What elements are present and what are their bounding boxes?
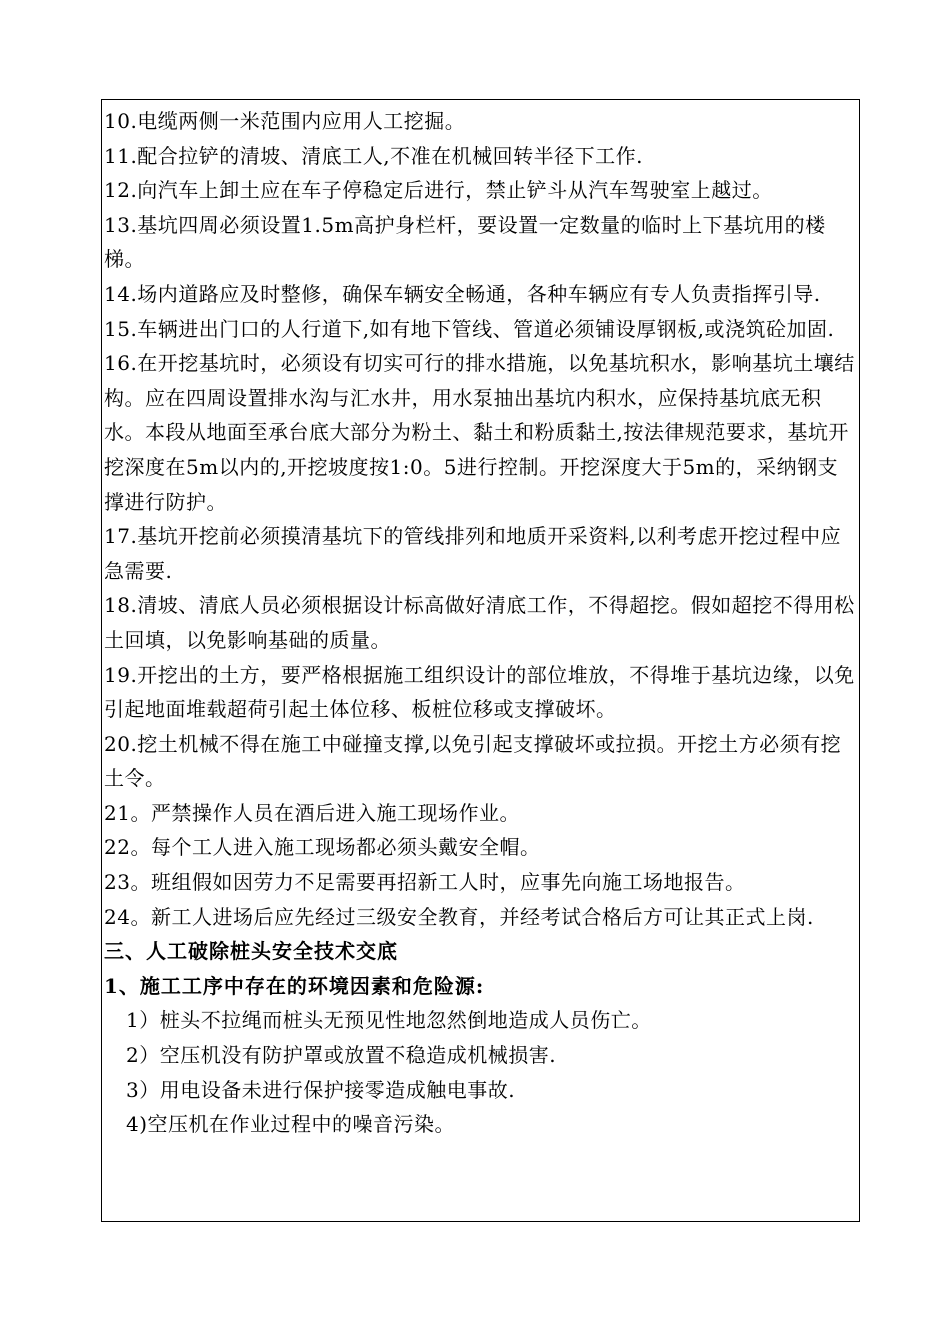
list-item-14: 14.场内道路应及时整修，确保车辆安全畅通，各种车辆应有专人负责指挥引导. xyxy=(104,281,821,306)
list-item-12: 12.向汽车上卸土应在车子停稳定后进行，禁止铲斗从汽车驾驶室上越过。 xyxy=(104,178,773,203)
list-item-11: 11.配合拉铲的清坡、清底工人,不准在机械回转半径下工作. xyxy=(104,143,644,168)
list-item-22: 22。每个工人进入施工现场都必须头戴安全帽。 xyxy=(104,835,541,860)
list-item-10: 10.电缆两侧一米范围内应用人工挖掘。 xyxy=(104,109,466,133)
list-item-19: 19.开挖出的土方，要严格根据施工组织设计的部位堆放，不得堆于基坑边缘，以免引起地面堆载超荷引起土体位移、板桩位移或支撑破坏。 xyxy=(104,662,855,722)
list-item-23: 23。班组假如因劳力不足需要再招新工人时，应事先向施工场地报告。 xyxy=(104,870,746,895)
list-item-13: 13.基坑四周必须设置1.5m高护身栏杆，要设置一定数量的临时上下基坑用的楼梯。 xyxy=(104,212,826,272)
list-item-21: 21。严禁操作人员在酒后进入施工现场作业。 xyxy=(104,800,520,825)
list-item-15: 15.车辆进出门口的人行道下,如有地下管线、管道必须铺设厚钢板,或浇筑砼加固. xyxy=(104,316,835,341)
hazard-item-4: 4)空压机在作业过程中的噪音污染。 xyxy=(126,1112,456,1137)
list-item-20: 20.挖土机械不得在施工中碰撞支撑,以免引起支撑破坏或拉损。开挖土方必须有挖土令。 xyxy=(104,731,842,791)
list-item-16: 16.在开挖基坑时，必须设有切实可行的排水措施，以免基坑积水，影响基坑土壤结构。应在四周设置排水沟与汇水井，用水泵抽出基坑内积水，应保持基坑底无积水。本段从地面至承台底大部分为粉土、黏土和粉质黏土,按法律规范要求，基坑开挖深度在5m以内的,开挖坡度按1:0。5进行控制。开挖深度大于5m的，采纳钢支撑进行防护。 xyxy=(104,351,855,514)
list-item-18: 18.清坡、清底人员必须根据设计标高做好清底工作，不得超挖。假如超挖不得用松土回填，以免影响基础的质量。 xyxy=(104,593,855,652)
section-title: 三、人工破除桩头安全技术交底 xyxy=(104,939,398,964)
list-item-24: 24。新工人进场后应先经过三级安全教育，并经考试合格后方可让其正式上岗. xyxy=(104,904,814,929)
hazard-item-2: 2）空压机没有防护罩或放置不稳造成机械损害. xyxy=(126,1043,557,1068)
list-item-17: 17.基坑开挖前必须摸清基坑下的管线排列和地质开采资料,以利考虑开挖过程中应急需要. xyxy=(104,524,842,583)
subsection-title: 1、施工工序中存在的环境因素和危险源: xyxy=(104,973,485,998)
hazard-item-3: 3）用电设备未进行保护接零造成触电事故. xyxy=(126,1077,516,1102)
document-content xyxy=(104,104,858,1142)
hazard-item-1: 1）桩头不拉绳而桩头无预见性地忽然倒地造成人员伤亡。 xyxy=(126,1008,652,1033)
